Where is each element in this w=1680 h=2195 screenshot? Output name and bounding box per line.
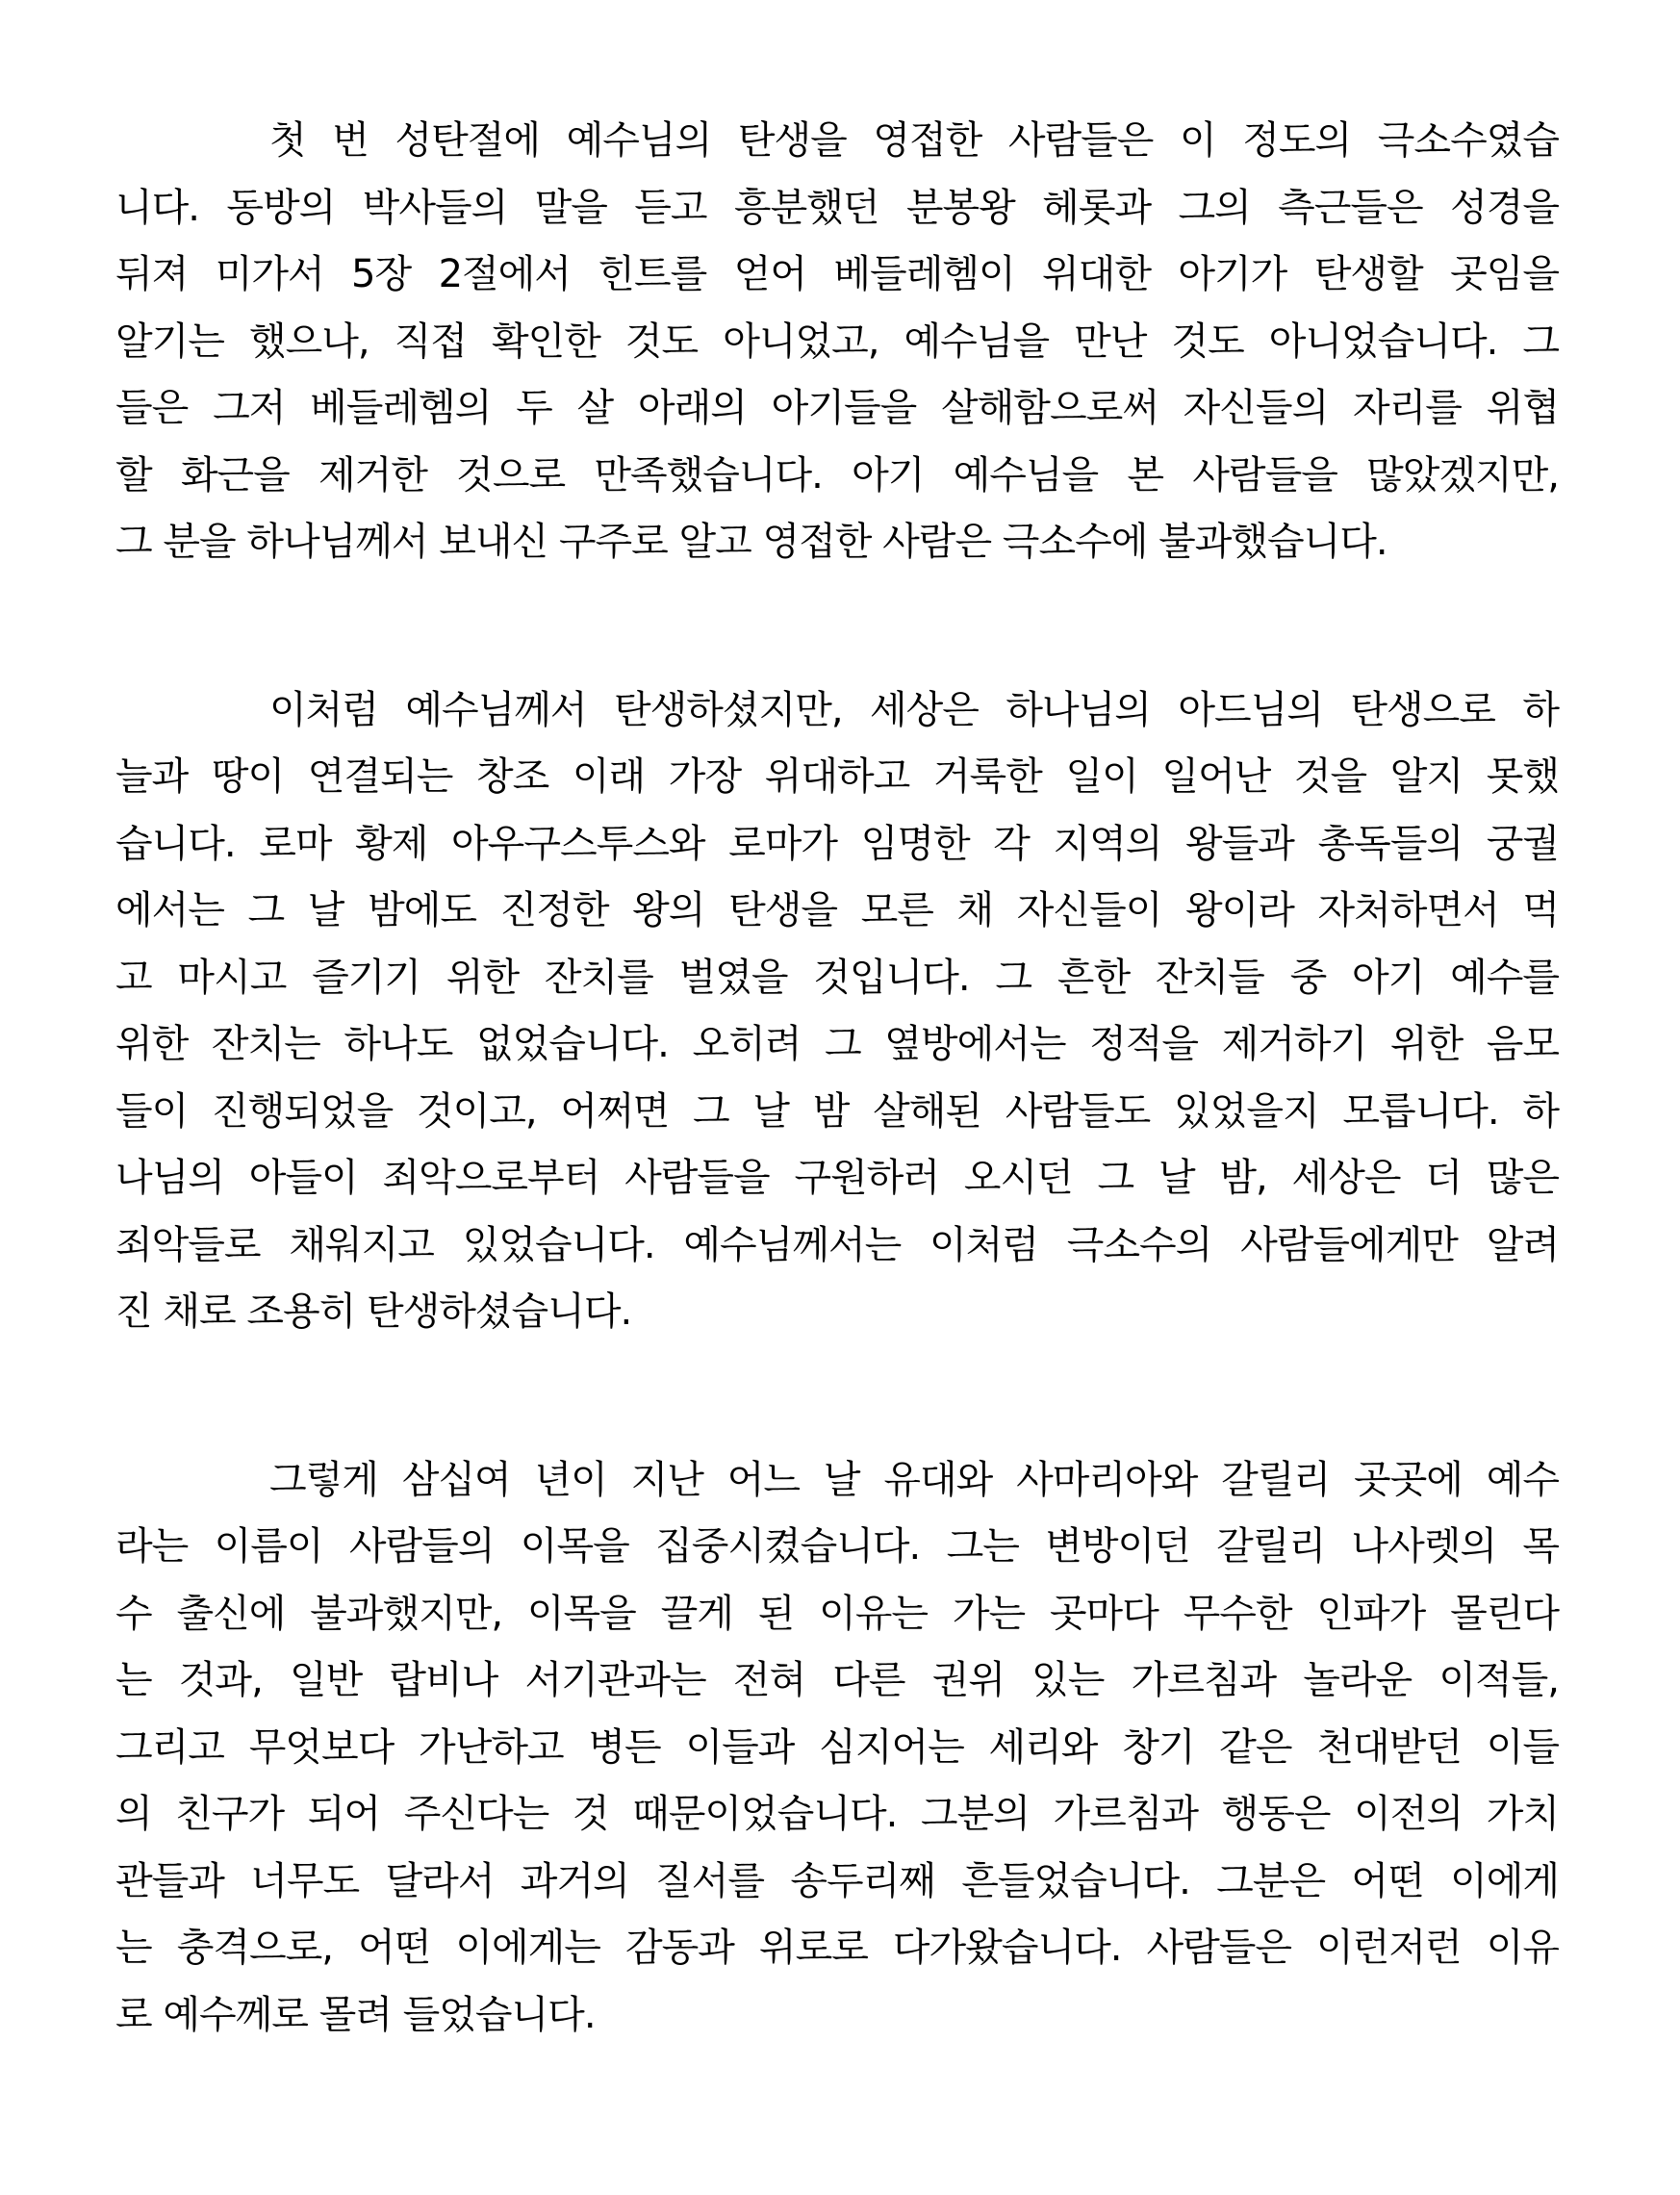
paragraph-line: 진 채로 조용히 탄생하셨습니다. bbox=[115, 1289, 632, 1334]
paragraph-line: 할 화근을 제거한 것으로 만족했습니다. 아기 예수님을 본 사람들을 많았겠지만, bbox=[115, 452, 1559, 498]
paragraph-line: 위한 잔치는 하나도 없었습니다. 오히려 그 옆방에서는 정적을 제거하기 위한 음모 bbox=[115, 1022, 1559, 1066]
paragraph-line: 들이 진행되었을 것이고, 어쩌면 그 날 밤 살해된 사람들도 있었을지 모릅니다. 하 bbox=[115, 1088, 1559, 1134]
paragraph-line: 는 충격으로, 어떤 이에게는 감동과 위로로 다가왔습니다. 사람들은 이런저런 이유 bbox=[115, 1926, 1559, 1970]
paragraph-line: 뒤져 미가서 5장 2절에서 힌트를 얻어 베들레헴이 위대한 아기가 탄생할 곳임을 bbox=[115, 252, 1559, 296]
paragraph-line: 의 친구가 되어 주신다는 것 때문이었습니다. 그분의 가르침과 행동은 이전의 가치 bbox=[115, 1792, 1559, 1836]
paragraph-gap bbox=[115, 576, 1559, 677]
document-body bbox=[115, 108, 1559, 2049]
paragraph-line: 는 것과, 일반 랍비나 서기관과는 전혀 다른 권위 있는 가르침과 놀라운 이적들, bbox=[115, 1658, 1559, 1702]
paragraph-1 bbox=[115, 108, 1559, 576]
paragraph-line: 로 예수께로 몰려 들었습니다. bbox=[115, 1992, 596, 2037]
paragraph-line: 죄악들로 채워지고 있었습니다. 예수님께서는 이처럼 극소수의 사람들에게만 알려 bbox=[115, 1222, 1559, 1267]
paragraph-line: 알기는 했으나, 직접 확인한 것도 아니었고, 예수님을 만난 것도 아니었습니다. 그 bbox=[115, 319, 1559, 364]
paragraph-line: 나님의 아들이 죄악으로부터 사람들을 구원하러 오시던 그 날 밤, 세상은 더 많은 bbox=[115, 1156, 1559, 1200]
paragraph-line: 이처럼 예수님께서 탄생하셨지만, 세상은 하나님의 아드님의 탄생으로 하 bbox=[269, 687, 1559, 732]
paragraph-gap bbox=[115, 1346, 1559, 1447]
paragraph-line: 니다. 동방의 박사들의 말을 듣고 흥분했던 분봉왕 헤롯과 그의 측근들은 성경을 bbox=[115, 185, 1559, 230]
paragraph-line: 습니다. 로마 황제 아우구스투스와 로마가 임명한 각 지역의 왕들과 총독들의 궁궐 bbox=[115, 821, 1559, 866]
paragraph-line: 그리고 무엇보다 가난하고 병든 이들과 심지어는 세리와 창기 같은 천대받던 이들 bbox=[115, 1724, 1559, 1770]
paragraph-line: 들은 그저 베들레헴의 두 살 아래의 아기들을 살해함으로써 자신들의 자리를 위협 bbox=[115, 386, 1559, 430]
paragraph-line: 그 분을 하나님께서 보내신 구주로 알고 영접한 사람은 극소수에 불과했습니다. bbox=[115, 520, 1387, 564]
paragraph-line: 고 마시고 즐기기 위한 잔치를 벌였을 것입니다. 그 흔한 잔치들 중 아기 예수를 bbox=[115, 955, 1559, 1000]
paragraph-line: 수 출신에 불과했지만, 이목을 끌게 된 이유는 가는 곳마다 무수한 인파가 몰린다 bbox=[115, 1591, 1559, 1636]
paragraph-2 bbox=[115, 677, 1559, 1346]
paragraph-line: 라는 이름이 사람들의 이목을 집중시켰습니다. 그는 변방이던 갈릴리 나사렛의 목 bbox=[115, 1524, 1559, 1569]
paragraph-line: 첫 번 성탄절에 예수님의 탄생을 영접한 사람들은 이 정도의 극소수였습 bbox=[269, 118, 1559, 163]
paragraph-3 bbox=[115, 1447, 1559, 2050]
paragraph-line: 늘과 땅이 연결되는 창조 이래 가장 위대하고 거룩한 일이 일어난 것을 알지 못했 bbox=[115, 754, 1559, 799]
paragraph-line: 그렇게 삼십여 년이 지난 어느 날 유대와 사마리아와 갈릴리 곳곳에 예수 bbox=[269, 1457, 1559, 1502]
paragraph-line: 에서는 그 날 밤에도 진정한 왕의 탄생을 모른 채 자신들이 왕이라 자처하면서 먹 bbox=[115, 888, 1559, 932]
paragraph-line: 관들과 너무도 달라서 과거의 질서를 송두리째 흔들었습니다. 그분은 어떤 이에게 bbox=[115, 1858, 1559, 1903]
